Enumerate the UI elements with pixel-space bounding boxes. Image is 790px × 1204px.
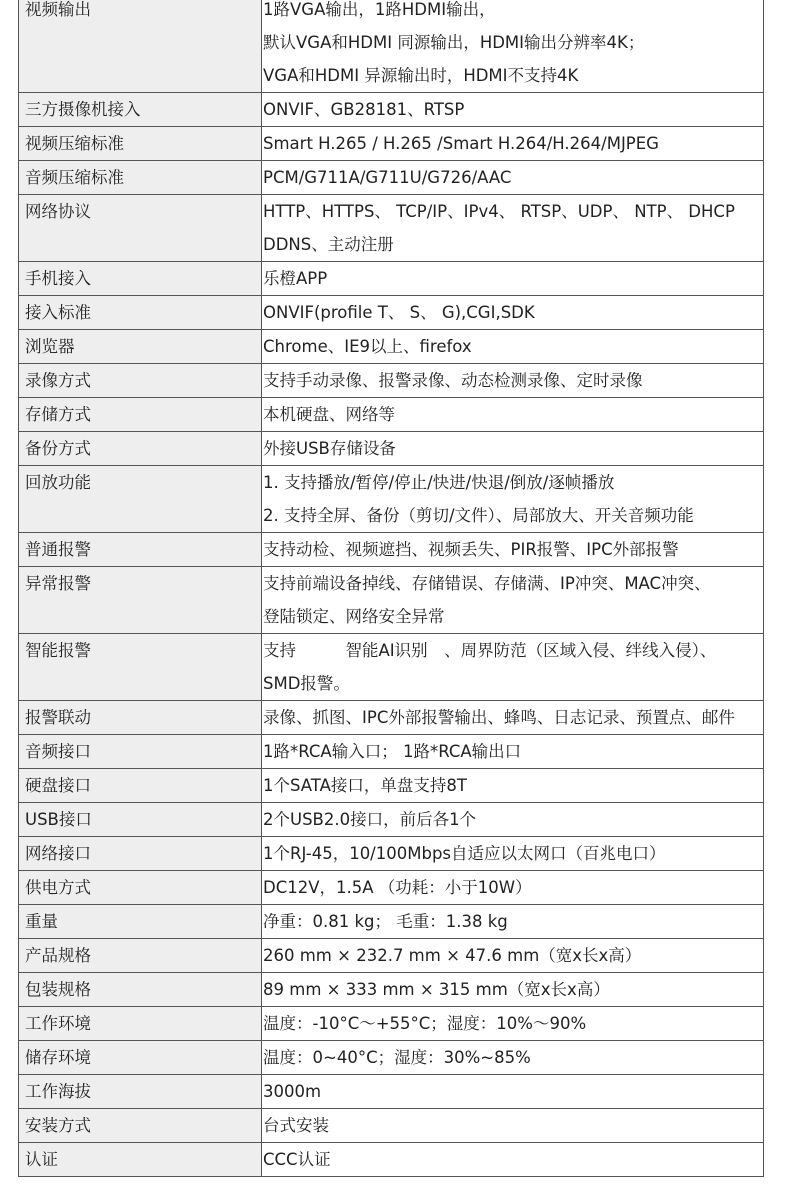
spec-label: 重量 — [19, 905, 262, 939]
spec-label: 工作海拔 — [19, 1075, 262, 1109]
spec-value-line: 1路*RCA输入口； 1路*RCA输出口 — [263, 742, 522, 761]
spec-row — [19, 567, 764, 634]
spec-label: 手机接入 — [19, 262, 262, 296]
spec-row — [19, 939, 764, 973]
spec-label: 供电方式 — [19, 871, 262, 905]
spec-row — [19, 432, 764, 466]
spec-row — [19, 296, 764, 330]
spec-value-line: 1个RJ-45，10/100Mbps自适应以太网口（百兆电口） — [263, 844, 666, 863]
spec-value — [262, 735, 764, 769]
spec-value — [262, 871, 764, 905]
spec-row — [19, 905, 764, 939]
spec-value — [262, 1007, 764, 1041]
spec-row — [19, 0, 764, 93]
spec-value-line: 本机硬盘、网络等 — [263, 405, 395, 424]
spec-value — [262, 939, 764, 973]
spec-label: 认证 — [19, 1143, 262, 1177]
spec-value-line: 2个USB2.0接口，前后各1个 — [263, 810, 477, 829]
spec-label: 安装方式 — [19, 1109, 262, 1143]
spec-value-line: 净重：0.81 kg； 毛重：1.38 kg — [263, 912, 508, 931]
spec-value — [262, 803, 764, 837]
spec-value-line: HTTP、HTTPS、 TCP/IP、IPv4、 RTSP、UDP、 NTP、 DHCP — [263, 202, 735, 221]
spec-value — [262, 0, 764, 93]
spec-row — [19, 330, 764, 364]
spec-label: 备份方式 — [19, 432, 262, 466]
spec-value — [262, 634, 764, 701]
spec-label: 视频输出 — [19, 0, 262, 93]
spec-value — [262, 93, 764, 127]
spec-label: 音频接口 — [19, 735, 262, 769]
spec-row — [19, 161, 764, 195]
spec-row — [19, 533, 764, 567]
spec-value-line: CCC认证 — [263, 1150, 331, 1169]
spec-row — [19, 837, 764, 871]
spec-row — [19, 262, 764, 296]
spec-value-line: 台式安装 — [263, 1116, 329, 1135]
spec-value-line: 外接USB存储设备 — [263, 439, 396, 458]
spec-value — [262, 905, 764, 939]
spec-value — [262, 1041, 764, 1075]
spec-value-line: 260 mm × 232.7 mm × 47.6 mm（宽x长x高） — [263, 946, 642, 965]
spec-value — [262, 1109, 764, 1143]
spec-label: 浏览器 — [19, 330, 262, 364]
spec-label: 产品规格 — [19, 939, 262, 973]
spec-value — [262, 296, 764, 330]
spec-row — [19, 871, 764, 905]
spec-value — [262, 262, 764, 296]
spec-value-line: 乐橙APP — [263, 269, 328, 288]
spec-value-line: 89 mm × 333 mm × 315 mm（宽x长x高） — [263, 980, 610, 999]
spec-label: 音频压缩标准 — [19, 161, 262, 195]
spec-row — [19, 634, 764, 701]
spec-value — [262, 330, 764, 364]
spec-row — [19, 1109, 764, 1143]
spec-table — [18, 0, 764, 1177]
spec-row — [19, 195, 764, 262]
spec-value-line: DDNS、主动注册 — [263, 235, 394, 254]
spec-label: 硬盘接口 — [19, 769, 262, 803]
spec-value — [262, 195, 764, 262]
spec-table-body — [19, 0, 764, 1177]
spec-label: 存储方式 — [19, 398, 262, 432]
spec-value-line: 支持前端设备掉线、存储错误、存储满、IP冲突、MAC冲突、 — [263, 574, 711, 593]
spec-row — [19, 701, 764, 735]
spec-value — [262, 837, 764, 871]
spec-label: 智能报警 — [19, 634, 262, 701]
spec-value — [262, 567, 764, 634]
spec-value-line: Chrome、IE9以上、firefox — [263, 337, 472, 356]
spec-value — [262, 769, 764, 803]
spec-label: 网络协议 — [19, 195, 262, 262]
spec-row — [19, 769, 764, 803]
spec-value-line: 支持手动录像、报警录像、动态检测录像、定时录像 — [263, 371, 643, 390]
spec-row — [19, 1075, 764, 1109]
spec-row — [19, 735, 764, 769]
spec-value — [262, 364, 764, 398]
spec-row — [19, 1143, 764, 1177]
spec-label: 普通报警 — [19, 533, 262, 567]
spec-value-line: VGA和HDMI 异源输出时，HDMI不支持4K — [263, 66, 579, 85]
spec-label: 视频压缩标准 — [19, 127, 262, 161]
spec-value — [262, 161, 764, 195]
spec-row — [19, 1007, 764, 1041]
spec-label: 储存环境 — [19, 1041, 262, 1075]
spec-value-line: ONVIF、GB28181、RTSP — [263, 100, 465, 119]
spec-value — [262, 701, 764, 735]
spec-value — [262, 1143, 764, 1177]
spec-value-line: 支持 智能AI识别 、周界防范（区域入侵、绊线入侵）、 — [263, 641, 717, 660]
spec-label: 报警联动 — [19, 701, 262, 735]
spec-value-line: 1个SATA接口，单盘支持8T — [263, 776, 467, 795]
spec-row — [19, 127, 764, 161]
spec-value-line: 2. 支持全屏、备份（剪切/文件）、局部放大、开关音频功能 — [263, 506, 694, 525]
spec-row — [19, 398, 764, 432]
spec-value-line: 登陆锁定、网络安全异常 — [263, 607, 445, 626]
spec-value-line: 温度：0~40°C；湿度：30%~85% — [263, 1048, 531, 1067]
spec-label: 回放功能 — [19, 466, 262, 533]
spec-label: 录像方式 — [19, 364, 262, 398]
spec-value-line: SMD报警。 — [263, 674, 350, 693]
spec-value-line: 3000m — [263, 1082, 322, 1101]
spec-value-line: 支持动检、视频遮挡、视频丢失、PIR报警、IPC外部报警 — [263, 540, 679, 559]
spec-value — [262, 1075, 764, 1109]
spec-value-line: 1路VGA输出，1路HDMI输出， — [263, 0, 496, 19]
spec-row — [19, 466, 764, 533]
spec-value — [262, 533, 764, 567]
spec-value-line: Smart H.265 / H.265 /Smart H.264/H.264/MJPEG — [263, 134, 659, 153]
spec-row — [19, 973, 764, 1007]
spec-label: 网络接口 — [19, 837, 262, 871]
spec-label: 异常报警 — [19, 567, 262, 634]
spec-value — [262, 432, 764, 466]
spec-value — [262, 127, 764, 161]
spec-value-line: 温度：-10°C～+55°C；湿度：10%～90% — [263, 1014, 587, 1033]
spec-value-line: ONVIF(profile T、 S、 G),CGI,SDK — [263, 303, 535, 322]
spec-label: 三方摄像机接入 — [19, 93, 262, 127]
spec-value-line: 录像、抓图、IPC外部报警输出、蜂鸣、日志记录、预置点、邮件 — [263, 708, 735, 727]
spec-row — [19, 803, 764, 837]
spec-label: 接入标准 — [19, 296, 262, 330]
spec-value-line: DC12V，1.5A （功耗：小于10W） — [263, 878, 532, 897]
spec-row — [19, 93, 764, 127]
spec-label: 包装规格 — [19, 973, 262, 1007]
spec-value-line: 默认VGA和HDMI 同源输出，HDMI输出分辨率4K； — [263, 33, 645, 52]
spec-row — [19, 364, 764, 398]
spec-label: USB接口 — [19, 803, 262, 837]
spec-value — [262, 973, 764, 1007]
spec-row — [19, 1041, 764, 1075]
spec-label: 工作环境 — [19, 1007, 262, 1041]
spec-value-line: 1. 支持播放/暂停/停止/快进/快退/倒放/逐帧播放 — [263, 473, 615, 492]
spec-value-line: PCM/G711A/G711U/G726/AAC — [263, 168, 512, 187]
spec-value — [262, 466, 764, 533]
spec-value — [262, 398, 764, 432]
